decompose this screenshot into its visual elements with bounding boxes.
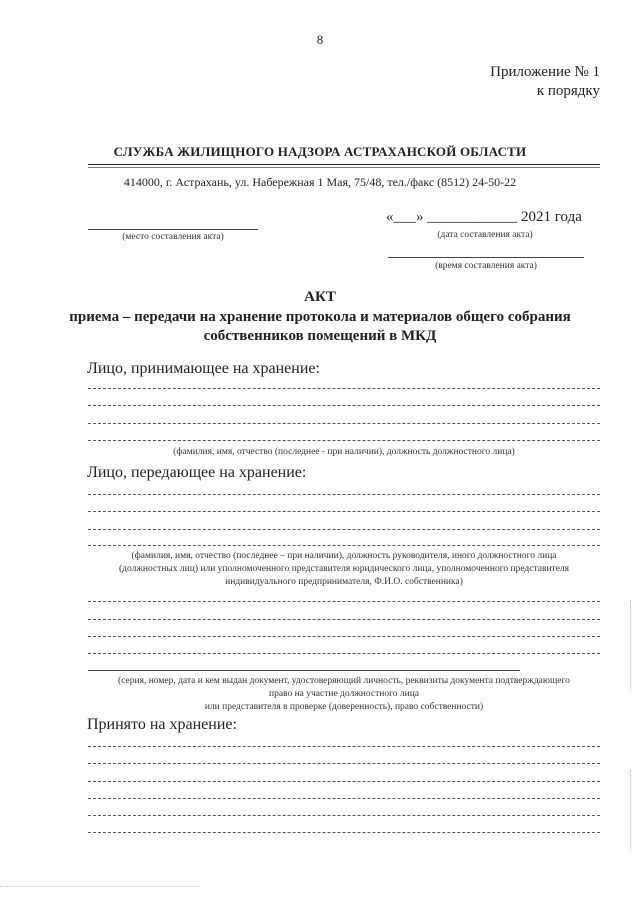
accepted-label: Принято на хранение:: [87, 716, 237, 733]
accepted-line-2[interactable]: [88, 763, 600, 764]
document-caption-line-1: (серия, номер, дата и кем выдан документ, удостоверяющий личность, реквизиты документа подтверждающего: [118, 676, 570, 686]
receiver-line-4[interactable]: [88, 440, 600, 441]
transferor-caption-line-1: (фамилия, имя, отчество (последнее – при наличии), должность руководителя, иного должностного лица: [131, 551, 557, 561]
accepted-line-6[interactable]: [88, 832, 600, 833]
scan-margin-mark-lower: [630, 770, 632, 850]
receiver-line-2[interactable]: [88, 405, 600, 406]
document-caption: [84, 675, 604, 714]
organization-address: 414000, г. Астрахань, ул. Набережная 1 Мая, 75/48, тел./факс (8512) 24-50-22: [123, 175, 517, 189]
appendix-reference: [490, 63, 600, 101]
date-caption: (дата составления акта): [437, 230, 533, 240]
document-line-5[interactable]: [88, 670, 520, 671]
header-rule: [88, 164, 600, 165]
transferor-line-4[interactable]: [88, 545, 600, 546]
document-line-3[interactable]: [88, 636, 600, 637]
transferor-caption-line-3: индивидуального предпринимателя, Ф.И.О. собственника): [225, 577, 463, 587]
receiver-line-1[interactable]: [88, 388, 600, 389]
place-field-line[interactable]: [88, 229, 258, 230]
page-number: 8: [316, 32, 324, 47]
accepted-line-5[interactable]: [88, 815, 600, 816]
receiver-line-3[interactable]: [88, 423, 600, 424]
time-field-line[interactable]: [388, 257, 584, 258]
transferor-caption-line-2: (должностных лиц) или уполномоченного представителя юридического лица, уполномоченного представителя: [118, 564, 570, 574]
transferor-label: Лицо, передающее на хранение:: [87, 464, 307, 481]
document-caption-line-3: или представителя в проверке (доверенность), право собственности): [204, 702, 484, 712]
scan-margin-mark: [630, 600, 632, 690]
document-subtitle-line-2: собственников помещений в МКД: [203, 328, 437, 344]
accepted-line-3[interactable]: [88, 781, 600, 782]
document-line-1[interactable]: [88, 601, 600, 602]
document-caption-line-2: право на участие должностного лица: [268, 689, 419, 699]
header-rule-thin: [88, 167, 600, 168]
transferor-caption: [84, 550, 604, 589]
transferor-line-1[interactable]: [88, 494, 600, 495]
accepted-line-1[interactable]: [88, 746, 600, 747]
receiver-caption: (фамилия, имя, отчество (последнее - при наличии), должность должностного лица): [173, 447, 515, 457]
organization-name: СЛУЖБА ЖИЛИЩНОГО НАДЗОРА АСТРАХАНСКОЙ ОБЛАСТИ: [113, 144, 527, 159]
transferor-line-3[interactable]: [88, 529, 600, 530]
accepted-line-4[interactable]: [88, 798, 600, 799]
document-subtitle-line-1: приема – передачи на хранение протокола и материалов общего собрания: [69, 309, 571, 325]
date-field[interactable]: «___» ____________ 2021 года: [386, 209, 582, 225]
transferor-line-2[interactable]: [88, 511, 600, 512]
time-caption: (время составления акта): [435, 261, 537, 271]
appendix-line-1: Приложение № 1: [490, 64, 600, 80]
document-title: АКТ: [304, 289, 336, 305]
receiver-label: Лицо, принимающее на хранение:: [87, 360, 320, 377]
place-caption: (место составления акта): [122, 232, 224, 242]
document-line-2[interactable]: [88, 619, 600, 620]
scan-bottom-edge: [0, 886, 200, 887]
appendix-line-2: к порядку: [536, 83, 600, 99]
document-line-4[interactable]: [88, 653, 600, 654]
